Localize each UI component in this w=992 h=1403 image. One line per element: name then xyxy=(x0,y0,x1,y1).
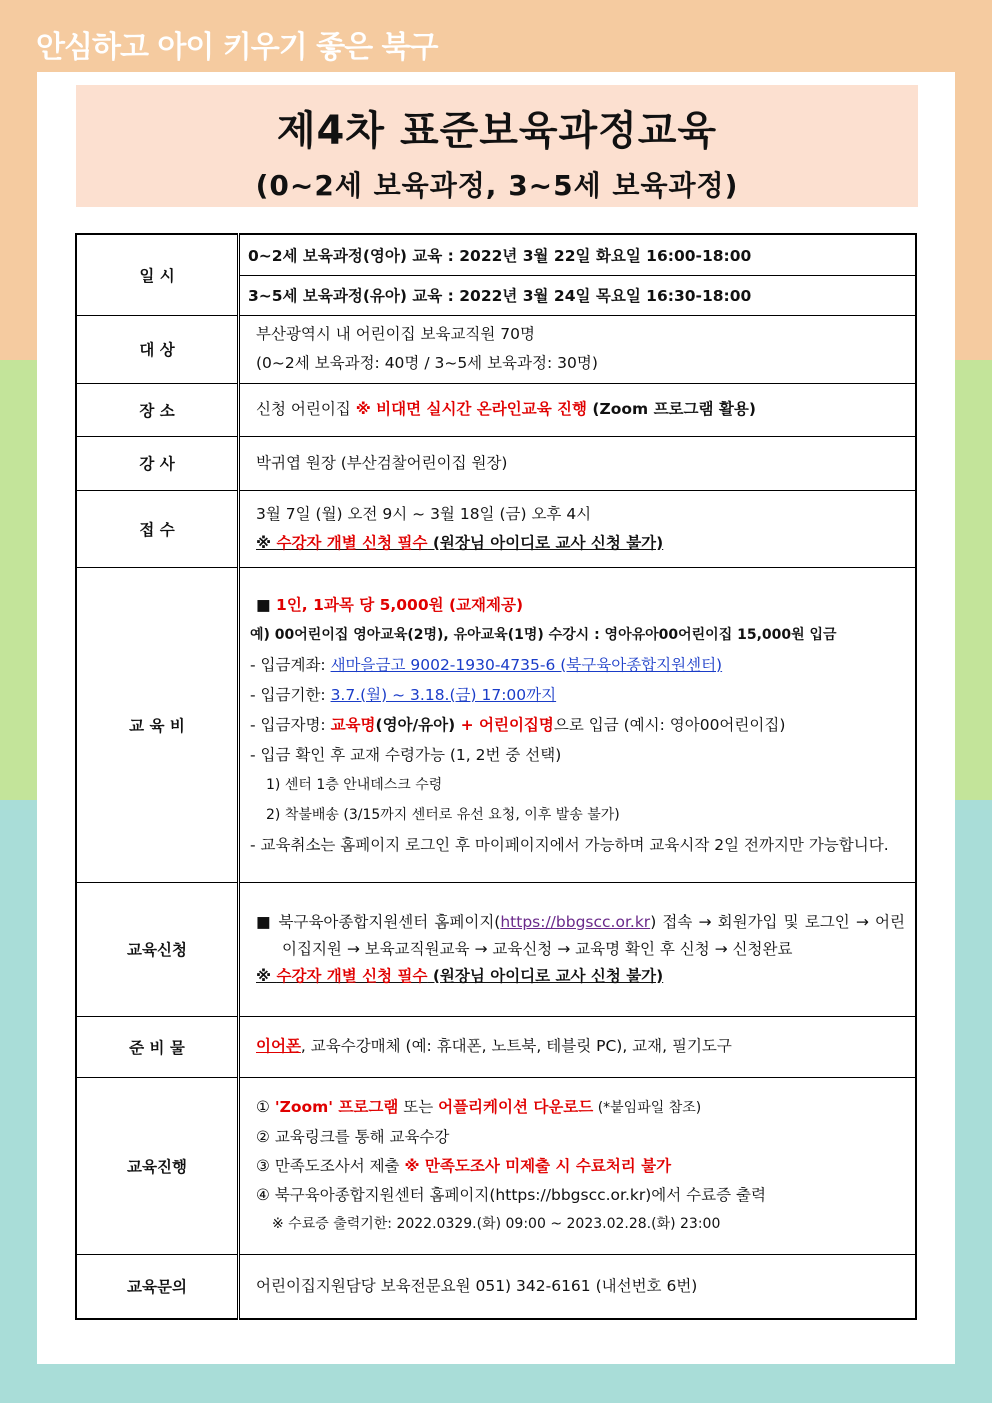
label-inquiry: 교육문의 xyxy=(76,1254,239,1319)
target-line2: (0~2세 보육과정: 40명 / 3~5세 보육과정: 30명) xyxy=(256,354,598,372)
page-subtitle: (0~2세 보육과정, 3~5세 보육과정) xyxy=(255,169,739,202)
table-row-materials xyxy=(76,1016,916,1077)
info-table xyxy=(75,233,917,1320)
fee-option-1: 1) 센터 1층 안내데스크 수령 xyxy=(266,776,443,793)
place-online-note: ※ 비대면 실시간 온라인교육 진행 xyxy=(355,400,588,418)
progress-step-3 xyxy=(256,1152,905,1181)
target-content xyxy=(239,315,917,383)
progress-certificate-period: ※ 수료증 출력기한: 2022.0329.(화) 09:00 ~ 2023.02.28.(화) 23:00 xyxy=(272,1215,721,1232)
target-line1: 부산광역시 내 어린이집 보육교직원 70명 xyxy=(256,325,536,343)
apply-no-director: (원장님 아이디로 교사 신청 불가) xyxy=(427,966,664,985)
label-apply: 교육신청 xyxy=(76,882,239,1016)
table-row-lecturer xyxy=(76,436,916,490)
fee-period xyxy=(250,680,905,710)
label-materials: 준 비 물 xyxy=(76,1016,239,1077)
label-place: 장 소 xyxy=(76,383,239,436)
table-row-apply xyxy=(76,882,916,1016)
depositor-course: 교육명 xyxy=(330,715,376,734)
fee-period-label: - 입금기한: xyxy=(250,685,331,704)
slogan: 안심하고 아이 키우기 좋은 북구 xyxy=(36,30,438,65)
schedule-infant: 0~2세 보육과정(영아) 교육 : 2022년 3월 22일 화요일 16:00-18:00 xyxy=(239,234,917,275)
apply-content xyxy=(239,882,917,1016)
step-1-or: 또는 xyxy=(398,1097,439,1116)
inquiry-content: 어린이집지원담당 보육전문요원 051) 342-6161 (내선번호 6번) xyxy=(239,1254,917,1319)
apply-steps xyxy=(256,909,905,963)
label-schedule: 일 시 xyxy=(76,234,239,315)
depositor-center: 어린이집명 xyxy=(479,715,554,734)
label-lecturer: 강 사 xyxy=(76,436,239,490)
step-1-number: ① xyxy=(256,1097,275,1116)
reception-note xyxy=(256,529,905,558)
fee-amount: 1인, 1과목 당 5,000원 (교재제공) xyxy=(276,595,524,614)
square-bullet-icon: ■ xyxy=(256,912,279,931)
homepage-link[interactable]: https://bbgscc.or.kr xyxy=(500,912,651,931)
step-1-app: 어플리케이션 다운로드 xyxy=(438,1097,594,1116)
depositor-type: (영아/유아) xyxy=(375,715,456,734)
fee-textbook: - 입금 확인 후 교재 수령가능 (1, 2번 중 선택) xyxy=(250,745,562,764)
square-bullet-icon: ■ xyxy=(256,595,277,614)
progress-step-4: ④ 북구육아종합지원센터 홈페이지(https://bbgscc.or.kr)에서 수료증 출력 xyxy=(256,1185,766,1204)
progress-step-2: ② 교육링크를 통해 교육수강 xyxy=(256,1127,450,1146)
depositor-example: 으로 입금 (예시: 영아00어린이집) xyxy=(553,715,786,734)
label-progress: 교육진행 xyxy=(76,1077,239,1254)
note-mark: ※ xyxy=(256,533,277,552)
label-target: 대 상 xyxy=(76,315,239,383)
schedule-toddler: 3~5세 보육과정(유아) 교육 : 2022년 3월 24일 목요일 16:30-18:00 xyxy=(239,275,917,315)
fee-option-2: 2) 착불배송 (3/15까지 센터로 유선 요청, 이후 발송 불가) xyxy=(266,806,620,823)
materials-earphone: 이어폰 xyxy=(256,1037,301,1055)
fee-cancel-policy: - 교육취소는 홈페이지 로그인 후 마이페이지에서 가능하며 교육시작 2일 전까지만 가능합니다. xyxy=(250,835,889,854)
fee-example: 예) 00어린이집 영아교육(2명), 유아교육(1명) 수강시 : 영아유아00어린이집 15,000원 입금 xyxy=(250,626,837,643)
fee-depositor xyxy=(250,710,905,740)
step-3-survey: ③ 만족도조사서 제출 xyxy=(256,1156,405,1175)
fee-account-label: - 입금계좌: xyxy=(250,655,331,674)
reception-period: 3월 7일 (월) 오전 9시 ~ 3월 18일 (금) 오후 4시 xyxy=(256,504,592,523)
apply-note xyxy=(256,963,905,990)
place-zoom-note: (Zoom 프로그램 활용) xyxy=(587,400,756,418)
reception-content xyxy=(239,490,917,567)
step-3-warning: ※ 만족도조사 미제출 시 수료처리 불가 xyxy=(404,1156,672,1175)
fee-account xyxy=(250,650,905,680)
fee-account-value: 새마을금고 9002-1930-4735-6 (북구육아종합지원센터) xyxy=(330,655,723,674)
table-row-reception xyxy=(76,490,916,567)
document-paper xyxy=(37,72,955,1364)
fee-headline xyxy=(250,590,905,620)
apply-required: 수강자 개별 신청 필수 xyxy=(276,966,428,985)
apply-text-a: 북구육아종합지원센터 홈페이지( xyxy=(278,912,501,931)
progress-step-1 xyxy=(256,1093,905,1123)
page-title: 제4차 표준보육과정교육 xyxy=(276,108,718,154)
reception-no-director: (원장님 아이디로 교사 신청 불가) xyxy=(427,533,664,552)
label-reception: 접 수 xyxy=(76,490,239,567)
lecturer-content: 박귀엽 원장 (부산검찰어린이집 원장) xyxy=(239,436,917,490)
progress-content xyxy=(239,1077,917,1254)
materials-content xyxy=(239,1016,917,1077)
apply-text-b: ) 접속 → 회원가입 및 로그인 → 어린이집지원 → 보육교직원교육 → 교육신청 → 교육명 확인 후 신청 → 신청완료 xyxy=(282,912,905,958)
table-row-schedule-1 xyxy=(76,234,916,275)
place-content xyxy=(239,383,917,436)
materials-list: , 교육수강매체 (예: 휴대폰, 노트북, 테블릿 PC), 교재, 필기도구 xyxy=(300,1037,732,1055)
note-mark: ※ xyxy=(256,966,277,985)
table-row-progress xyxy=(76,1077,916,1254)
step-1-zoom: 'Zoom' 프로그램 xyxy=(274,1097,399,1116)
table-row-place xyxy=(76,383,916,436)
label-fee: 교 육 비 xyxy=(76,567,239,882)
fee-content xyxy=(239,567,917,882)
table-row-fee xyxy=(76,567,916,882)
table-row-target xyxy=(76,315,916,383)
fee-period-value: 3.7.(월) ~ 3.18.(금) 17:00까지 xyxy=(330,685,557,704)
depositor-plus: + xyxy=(455,715,479,734)
title-box xyxy=(76,85,918,207)
table-row-inquiry xyxy=(76,1254,916,1319)
reception-required: 수강자 개별 신청 필수 xyxy=(276,533,428,552)
step-1-attachment: (*붙임파일 참조) xyxy=(593,1099,702,1116)
fee-depositor-label: - 입금자명: xyxy=(250,715,331,734)
place-text: 신청 어린이집 xyxy=(256,400,356,418)
